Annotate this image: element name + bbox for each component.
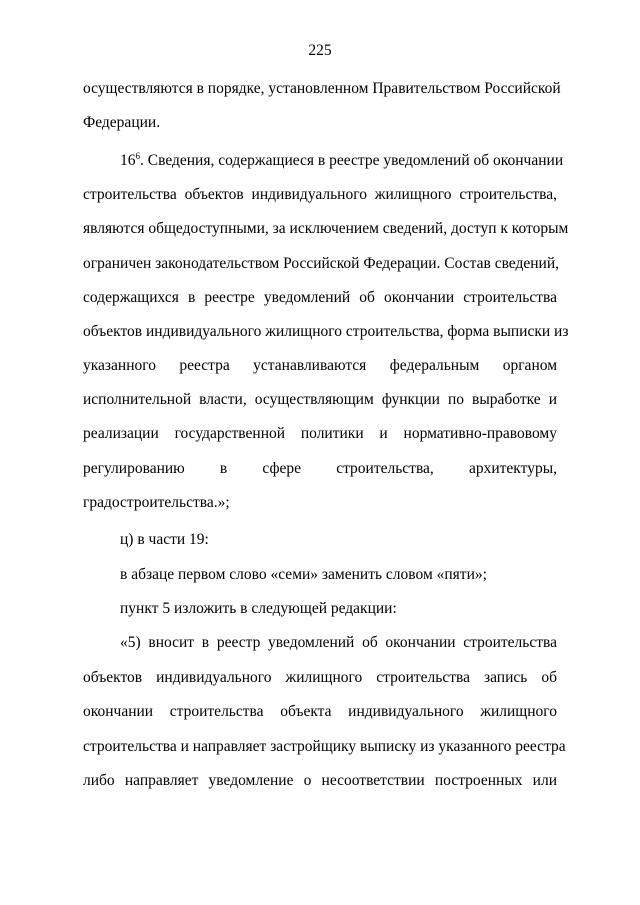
text-line: указанного реестра устанавливаются федеральным органом: [83, 357, 557, 374]
text-line: окончании строительства объекта индивидуального жилищного: [83, 703, 557, 720]
text-line: пункт 5 изложить в следующей редакции:: [120, 600, 397, 617]
text-line: исполнительной власти, осуществляющим функции по выработке и: [83, 391, 557, 408]
text-line: реализации государственной политики и нормативно-правовому: [83, 425, 557, 442]
text-line: объектов индивидуального жилищного строительства, форма выписки из: [83, 323, 569, 340]
text-line: объектов индивидуального жилищного строительства запись об: [83, 669, 557, 686]
text-line: осуществляются в порядке, установленном Правительством Российской: [83, 80, 561, 97]
paragraph-16-6-first-line: [120, 150, 564, 170]
text-line: либо направляет уведомление о несоответствии построенных или: [83, 772, 557, 789]
paragraph-number: 16: [120, 152, 136, 169]
text-line: строительства и направляет застройщику выписку из указанного реестра: [83, 738, 566, 755]
text-fragment: . Сведения, содержащиеся в реестре уведомлений об окончании: [140, 152, 564, 169]
text-line: строительства объектов индивидуального жилищного строительства,: [83, 186, 557, 203]
page-number: 225: [308, 42, 332, 59]
text-line: ц) в части 19:: [120, 531, 209, 548]
text-line: являются общедоступными, за исключением сведений, доступ к которым: [83, 220, 569, 237]
text-line: «5) вносит в реестр уведомлений об окончании строительства: [120, 634, 557, 651]
text-line: в абзаце первом слово «семи» заменить словом «пяти»;: [120, 566, 487, 583]
text-line: ограничен законодательством Российской Федерации. Состав сведений,: [83, 255, 560, 272]
text-line: градостроительства.»;: [83, 494, 230, 511]
text-line: Федерации.: [83, 114, 161, 131]
superscript: 6: [135, 150, 140, 161]
text-line: регулированию в сфере строительства, архитектуры,: [83, 460, 557, 477]
text-line: содержащихся в реестре уведомлений об окончании строительства: [83, 289, 557, 306]
